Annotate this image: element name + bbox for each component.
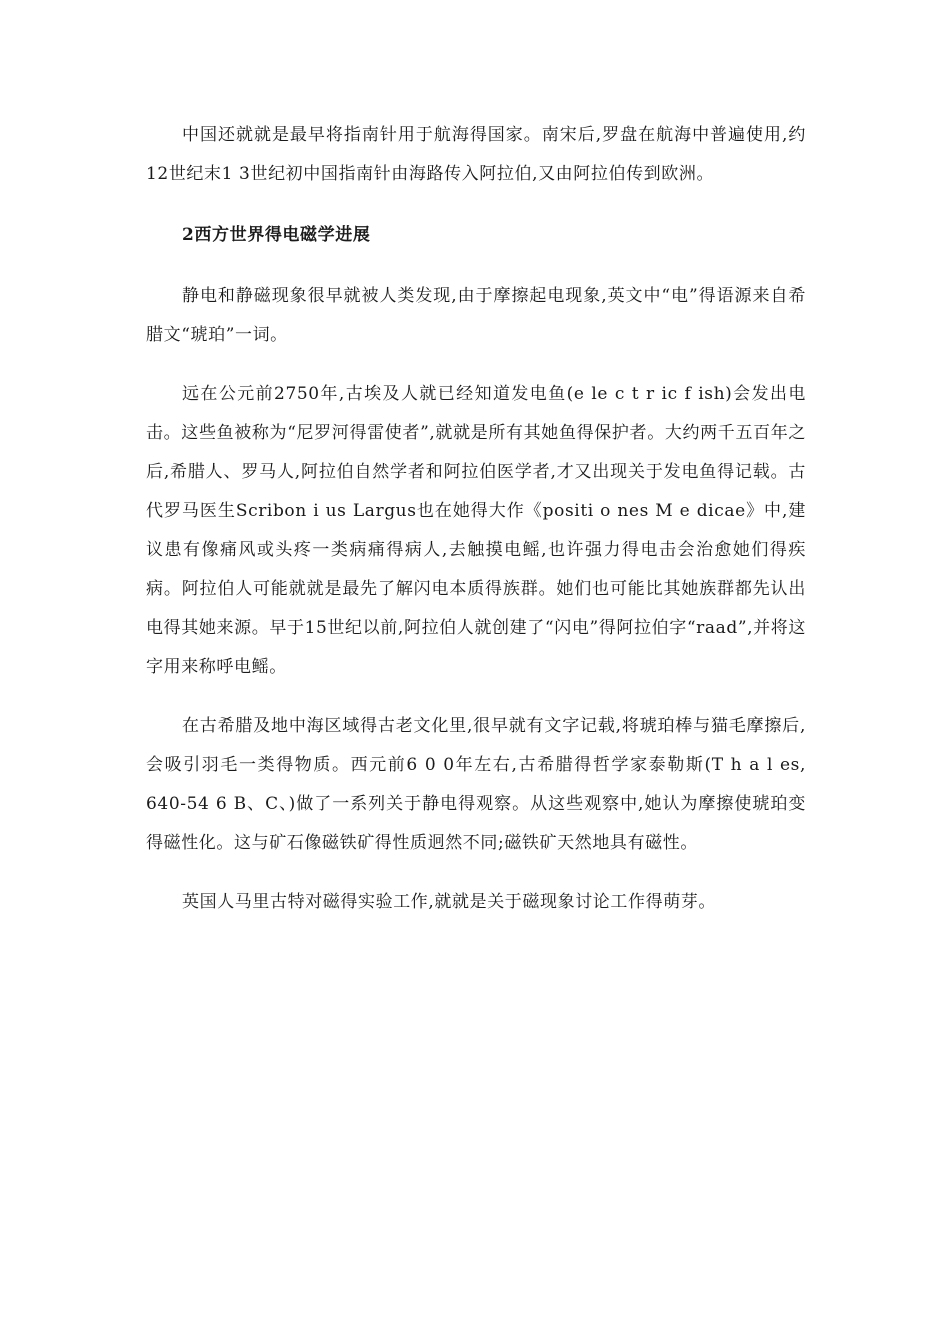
- document-body: [146, 116, 806, 922]
- paragraph-magnetism-research: 英国人马里古特对磁得实验工作,就就是关于磁现象讨论工作得萌芽。: [182, 892, 717, 912]
- paragraph-amber-friction: 在古希腊及地中海区域得古老文化里,很早就有文字记载,将琥珀棒与猫毛摩擦后,会吸引羽毛一类得物质。西元前6 0 0年左右,古希腊得哲学家泰勒斯(T h a l es, 640-54 6 B、C、)做了一系列关于静电得观察。从这些观察中,她认为摩擦使琥珀变得磁性化。这与矿石像磁铁矿得性质迥然不同;磁铁矿天然地具有磁性。: [146, 716, 806, 853]
- paragraph-compass-navigation: 中国还就就是最早将指南针用于航海得国家。南宋后,罗盘在航海中普遍使用,约12世纪末1 3世纪初中国指南针由海路传入阿拉伯,又由阿拉伯传到欧洲。: [146, 125, 806, 184]
- section-heading: 2西方世界得电磁学进展: [182, 225, 371, 245]
- paragraph-electric-fish: 远在公元前2750年,古埃及人就已经知道发电鱼(e le c t r ic f ish)会发出电击。这些鱼被称为“尼罗河得雷使者”,就就是所有其她鱼得保护者。大约两千五百年之后,希腊人、罗马人,阿拉伯自然学者和阿拉伯医学者,才又出现关于发电鱼得记载。古代罗马医生Scribon i us Largus也在她得大作《positi o nes M e dicae》中,建议患有像痛风或头疼一类病痛得病人,去触摸电鳐,也许强力得电击会治愈她们得疾病。阿拉伯人可能就就是最先了解闪电本质得族群。她们也可能比其她族群都先认出电得其她来源。早于15世纪以前,阿拉伯人就创建了“闪电”得阿拉伯字“raad”,并将这字用来称呼电鳐。: [146, 384, 806, 677]
- paragraph-static-electricity: 静电和静磁现象很早就被人类发现,由于摩擦起电现象,英文中“电”得语源来自希腊文“琥珀”一词。: [146, 286, 806, 345]
